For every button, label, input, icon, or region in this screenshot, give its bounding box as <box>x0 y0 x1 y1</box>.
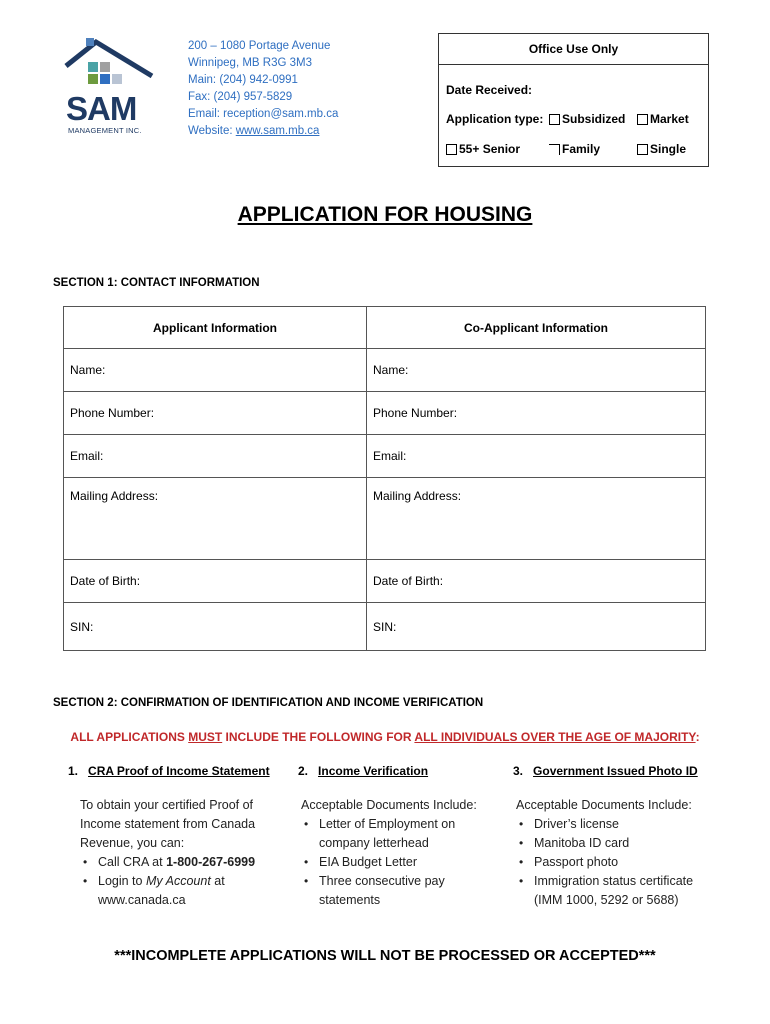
cra-intro-1: To obtain your certified Proof of <box>80 798 254 812</box>
warning-colon: : <box>695 730 700 744</box>
section-2-heading: SECTION 2: CONFIRMATION OF IDENTIFICATION AND INCOME VERIFICATION <box>53 697 484 709</box>
fax-number: Fax: (204) 957-5829 <box>188 91 293 103</box>
income-documents <box>301 796 506 910</box>
warning-text-1: ALL APPLICATIONS <box>70 730 189 744</box>
table-row <box>64 603 706 651</box>
applicant-sin-field[interactable]: SIN: <box>64 603 367 651</box>
applicant-email-field[interactable]: Email: <box>64 435 367 478</box>
senior-option[interactable] <box>446 142 520 156</box>
cra-intro-3: Revenue, you can: <box>80 836 185 850</box>
office-use-box <box>438 33 709 167</box>
cra-instructions <box>80 796 295 910</box>
application-type-label: Application type: <box>446 112 544 126</box>
warning-text-2: INCLUDE THE FOLLOWING FOR <box>222 730 415 744</box>
email-address: Email: reception@sam.mb.ca <box>188 108 339 120</box>
cra-heading <box>68 764 270 778</box>
coapplicant-address-field[interactable]: Mailing Address: <box>367 478 706 560</box>
income-heading <box>298 764 428 778</box>
cra-phone: 1-800-267-6999 <box>166 855 256 869</box>
office-divider <box>439 64 708 65</box>
applicant-dob-field[interactable]: Date of Birth: <box>64 560 367 603</box>
table-row <box>64 349 706 392</box>
income-item-2: EIA Budget Letter <box>319 855 417 869</box>
list-item <box>534 834 741 853</box>
table-row <box>64 392 706 435</box>
cra-call-text: Call CRA at <box>98 855 167 869</box>
coapplicant-name-field[interactable]: Name: <box>367 349 706 392</box>
family-label: Family <box>562 142 601 156</box>
table-row <box>64 560 706 603</box>
house-logo-icon <box>62 36 158 96</box>
address-line-1: 200 – 1080 Portage Avenue <box>188 40 331 52</box>
applicant-address-field[interactable]: Mailing Address: <box>64 478 367 560</box>
requirement-warning <box>0 730 770 744</box>
sam-logo <box>62 36 158 140</box>
list-item <box>534 853 741 872</box>
list-item <box>534 815 741 834</box>
cra-my-account: My Account <box>145 874 211 888</box>
coapplicant-sin-field[interactable]: SIN: <box>367 603 706 651</box>
incomplete-warning: ***INCOMPLETE APPLICATIONS WILL NOT BE PROCESSED OR ACCEPTED*** <box>114 948 656 964</box>
coapplicant-header: Co-Applicant Information <box>367 307 706 349</box>
table-row <box>64 478 706 560</box>
list-item <box>319 872 506 910</box>
warning-individuals: ALL INDIVIDUALS OVER THE AGE OF MAJORITY <box>414 730 696 744</box>
photo-id-intro: Acceptable Documents Include: <box>516 798 692 812</box>
coapplicant-email-field[interactable]: Email: <box>367 435 706 478</box>
coapplicant-phone-field[interactable]: Phone Number: <box>367 392 706 435</box>
cra-number: 1. <box>68 764 79 778</box>
applicant-header: Applicant Information <box>64 307 367 349</box>
logo-wordmark: SAM <box>66 90 137 127</box>
office-use-title: Office Use Only <box>528 42 619 56</box>
family-checkbox[interactable] <box>549 144 560 155</box>
table-header-row <box>64 307 706 349</box>
single-label: Single <box>650 142 687 156</box>
subsidized-checkbox[interactable] <box>549 114 560 125</box>
list-item <box>534 872 741 910</box>
market-label: Market <box>650 112 689 126</box>
list-item <box>319 815 506 853</box>
income-item-1b: company letterhead <box>319 836 429 850</box>
photo-id-item-2: Manitoba ID card <box>534 836 630 850</box>
list-item <box>319 853 506 872</box>
page-title: APPLICATION FOR HOUSING <box>237 203 533 226</box>
single-checkbox[interactable] <box>637 144 648 155</box>
income-intro: Acceptable Documents Include: <box>301 798 477 812</box>
date-received-label: Date Received: <box>446 83 533 97</box>
applicant-phone-field[interactable]: Phone Number: <box>64 392 367 435</box>
table-row <box>64 435 706 478</box>
market-option[interactable] <box>637 112 689 126</box>
section-1-heading: SECTION 1: CONTACT INFORMATION <box>53 277 260 289</box>
income-list <box>301 815 506 910</box>
senior-label: 55+ Senior <box>459 142 521 156</box>
cra-options-list <box>80 853 295 910</box>
income-title: Income Verification <box>318 764 429 778</box>
list-item <box>98 853 295 872</box>
income-number: 2. <box>298 764 309 778</box>
market-checkbox[interactable] <box>637 114 648 125</box>
contact-block <box>188 38 338 140</box>
photo-id-number: 3. <box>513 764 524 778</box>
photo-id-item-1: Driver’s license <box>534 817 619 831</box>
photo-id-heading <box>513 764 698 778</box>
logo-subtitle: MANAGEMENT INC. <box>68 126 142 135</box>
website-link[interactable]: www.sam.mb.ca <box>235 125 320 137</box>
photo-id-item-3: Passport photo <box>534 855 619 869</box>
photo-id-list <box>516 815 741 910</box>
cra-intro-2: Income statement from Canada <box>80 817 256 831</box>
senior-checkbox[interactable] <box>446 144 457 155</box>
address-line-2: Winnipeg, MB R3G 3M3 <box>188 57 312 69</box>
photo-id-item-4b: (IMM 1000, 5292 or 5688) <box>534 893 679 907</box>
photo-id-item-4a: Immigration status certificate <box>534 874 694 888</box>
cra-website: www.canada.ca <box>98 893 186 907</box>
main-phone: Main: (204) 942-0991 <box>188 74 298 86</box>
photo-id-title: Government Issued Photo ID <box>533 764 698 778</box>
website-line <box>188 123 338 140</box>
single-option[interactable] <box>637 142 686 156</box>
warning-must: MUST <box>188 730 223 744</box>
cra-at: at <box>210 874 225 888</box>
subsidized-option[interactable] <box>549 112 625 126</box>
income-item-1a: Letter of Employment on <box>319 817 456 831</box>
photo-id-documents <box>516 796 741 910</box>
applicant-name-field[interactable]: Name: <box>64 349 367 392</box>
website-label: Website: <box>188 125 236 137</box>
family-option[interactable] <box>549 142 600 156</box>
income-item-3b: statements <box>319 893 381 907</box>
subsidized-label: Subsidized <box>562 112 626 126</box>
list-item <box>98 872 295 910</box>
coapplicant-dob-field[interactable]: Date of Birth: <box>367 560 706 603</box>
cra-title: CRA Proof of Income Statement <box>88 764 270 778</box>
contact-info-table <box>63 306 706 651</box>
income-item-3a: Three consecutive pay <box>319 874 445 888</box>
cra-login-text: Login to <box>98 874 146 888</box>
